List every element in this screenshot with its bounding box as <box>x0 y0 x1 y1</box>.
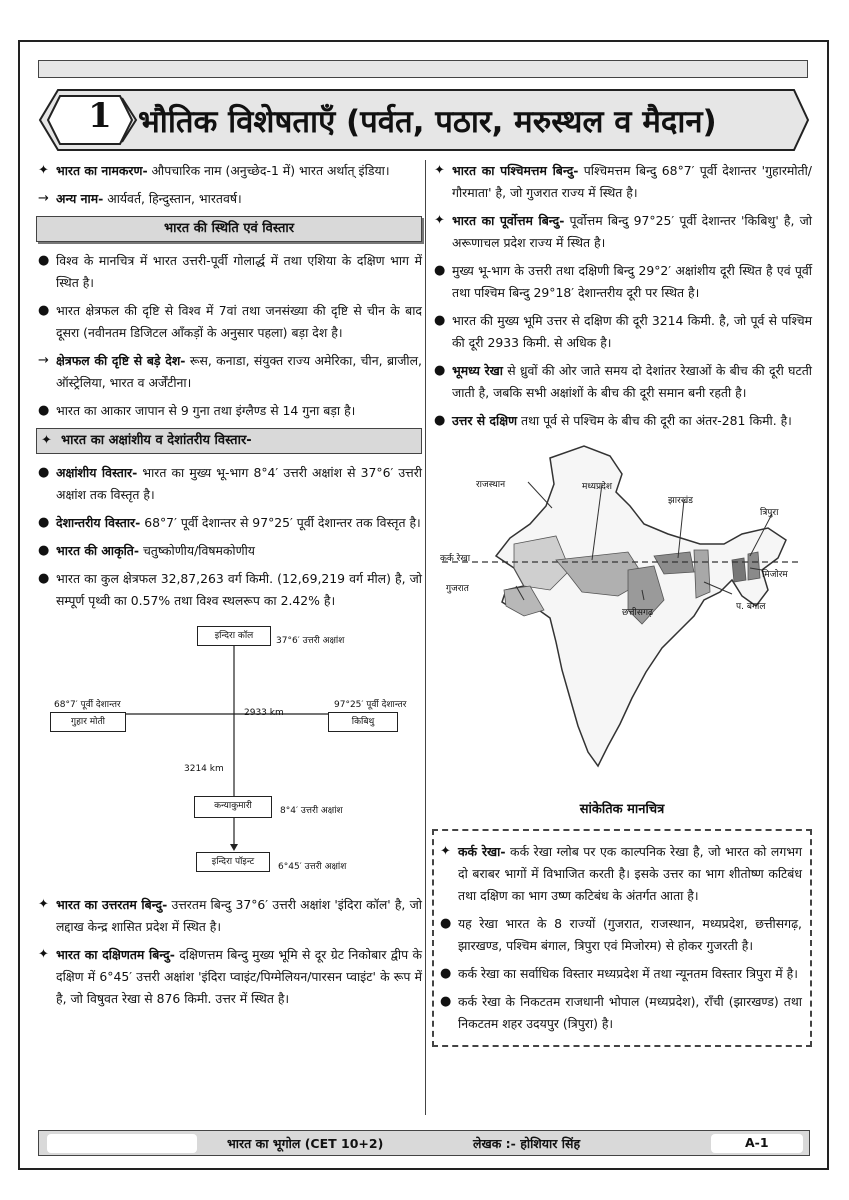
item-heading: देशान्तरीय विस्तार- <box>56 515 141 530</box>
item-body: पूर्वोत्तम बिन्दु 97°25′ पूर्वी देशान्तर 'किबिथु' है, जो अरूणाचल प्रदेश राज्य में स्थित है। <box>452 213 812 250</box>
item-body: से ध्रुवों की ओर जाते समय दो देशांतर रेखाओं के बीच की दूरी घटती जाती है, जबकि सभी अक्षांशों के बीच की दूरी समान बनी रहती है। <box>452 363 812 400</box>
south-point-label: 8°4′ उत्तरी अक्षांश <box>280 806 343 816</box>
list-item <box>438 841 802 907</box>
item-heading: भारत का पश्चिमत्तम बिन्दु- <box>452 163 579 178</box>
bullet-icon: ✦ <box>38 947 49 962</box>
section-heading-location: भारत की स्थिति एवं विस्तार <box>36 216 422 242</box>
list-item-text <box>56 350 422 394</box>
item-body: तथा पूर्व से पश्चिम के बीच की दूरी का अंतर-281 किमी. है। <box>517 413 792 428</box>
item-body: चतुष्कोणीय/विषमकोणीय <box>139 543 255 558</box>
item-body: रूस, कनाडा, संयुक्त राज्य अमेरिका, चीन, ब्राजील, ऑस्ट्रेलिया, भारत व अर्जेंटीना। <box>56 353 422 390</box>
map-label-gujarat: गुजरात <box>446 584 469 594</box>
item-body: पश्चिमत्तम बिन्दु 68°7′ पूर्वी देशान्तर 'गुहारमोती/गौरमाता' है, जो गुजरात राज्य में स्थित है। <box>452 163 812 200</box>
footer-author: लेखक :- होशियार सिंह <box>473 1136 581 1151</box>
bullet-icon: ✦ <box>434 213 445 228</box>
list-item-text <box>56 462 422 506</box>
item-body: दक्षिणत्तम बिन्दु मुख्य भूमि से दूर ग्रेट निकोबार द्वीप के दक्षिण में 6°45′ उत्तरी अक्षांश 'इंदिरा प्वाइंट/पिग्मेलियन/पारसन प्वाइंट' के रूप में है, जो विषुवत रेखा से 876 किमी. उत्तर में स्थित है। <box>56 947 422 1006</box>
list-item <box>36 350 422 394</box>
item-body: भारत का कुल क्षेत्रफल 32,87,263 वर्ग किमी. (12,69,219 वर्ग मील) है, जो सम्पूर्ण पृथ्वी का 0.57% तथा विश्व स्थलरूप का 2.42% है। <box>56 571 422 608</box>
list-item-text <box>458 991 802 1035</box>
list-item-text <box>56 944 422 1010</box>
item-body: मुख्य भू-भाग के उत्तरी तथा दक्षिणी बिन्दु 29°2′ अक्षांशीय दूरी स्थित है एवं पूर्वी तथा पश्चिम बिन्दु 29°18′ देशान्तरीय दूरी पर स्थित है। <box>452 263 812 300</box>
intro-list <box>36 160 422 210</box>
list-item <box>36 462 422 506</box>
bullet-icon: ● <box>38 571 50 586</box>
list-item <box>36 188 422 210</box>
tropic-list <box>438 841 802 1035</box>
bullet-icon: ✦ <box>38 163 49 178</box>
item-heading: उत्तर से दक्षिण <box>452 413 518 428</box>
right-column <box>432 160 812 1047</box>
chapter-title: भौतिक विशेषताएँ (पर्वत, पठार, मरुस्थल व मैदान) <box>138 104 717 140</box>
bullet-icon: ● <box>38 515 50 530</box>
bullet-icon: ● <box>434 363 446 378</box>
list-item <box>36 512 422 534</box>
item-heading: अक्षांशीय विस्तार- <box>56 465 138 480</box>
location-list <box>36 250 422 422</box>
extent-list <box>36 462 422 612</box>
item-heading: कर्क रेखा- <box>458 844 506 859</box>
map-label-chhattisgarh: छत्तीसगढ़ <box>622 608 654 618</box>
list-item-text <box>56 250 422 294</box>
item-heading: क्षेत्रफल की दृष्टि से बड़े देश- <box>56 353 186 368</box>
item-body: भारत का आकार जापान से 9 गुना तथा इंग्लैण्ड से 14 गुना बड़ा है। <box>56 403 356 418</box>
list-item <box>36 300 422 344</box>
extent-diagram <box>36 618 422 888</box>
bullet-icon: ✦ <box>440 844 451 859</box>
list-item <box>36 400 422 422</box>
bullet-icon: ● <box>440 966 452 981</box>
bullet-icon: ● <box>440 994 452 1009</box>
bullet-icon: ✦ <box>434 163 445 178</box>
item-body: उत्तरतम बिन्दु 37°6′ उत्तरी अक्षांश 'इंदिरा कॉल' है, जो लद्दाख केन्द्र शासित प्रदेश में स्थित है। <box>56 897 422 934</box>
bullet-icon: ● <box>434 313 446 328</box>
bullet-icon: ● <box>434 413 446 428</box>
list-item <box>36 894 422 938</box>
map-label-jharkhand: झारखंड <box>668 496 693 506</box>
length-distance-label: 3214 km <box>184 764 224 774</box>
map-label-tripura: त्रिपुरा <box>760 508 779 518</box>
item-heading: अन्य नाम- <box>56 191 104 206</box>
list-item <box>432 260 812 304</box>
bullet-icon: ● <box>38 465 50 480</box>
india-map <box>432 440 812 795</box>
list-item-text <box>56 512 422 534</box>
list-item-text <box>56 160 422 182</box>
east-point-box: किबिथु <box>328 712 398 732</box>
north-point-label: 37°6′ उत्तरी अक्षांश <box>276 636 345 646</box>
column-divider <box>425 160 426 1115</box>
list-item-text <box>56 188 422 210</box>
item-heading: भारत का उत्तरतम बिन्दु- <box>56 897 168 912</box>
bullet-icon: ● <box>38 303 50 318</box>
item-body: आर्यवर्त, हिन्दुस्तान, भारतवर्ष। <box>103 191 242 206</box>
item-body: यह रेखा भारत के 8 राज्यों (गुजरात, राजस्थान, मध्यप्रदेश, छत्तीसगढ़, झारखण्ड, पश्चिम बंगाल, त्रिपुरा एवं मिजोरम) से होकर गुजरती है। <box>458 916 802 953</box>
list-item <box>36 160 422 182</box>
map-label-rajasthan: राजस्थान <box>476 480 506 490</box>
left-column <box>36 160 422 1016</box>
item-heading: भूमध्य रेखा <box>452 363 504 378</box>
bullet-icon: ✦ <box>38 897 49 912</box>
chapter-title-banner <box>38 88 810 152</box>
chapter-number: 1 <box>88 96 112 136</box>
footer-book-title: भारत का भूगोल (CET 10+2) <box>227 1136 384 1151</box>
item-body: कर्क रेखा के निकटतम राजधानी भोपाल (मध्यप्रदेश), राँची (झारखण्ड) तथा निकटतम शहर उदयपुर (त्रिपुरा) है। <box>458 994 802 1031</box>
list-item-text <box>458 963 802 985</box>
list-item <box>36 568 422 612</box>
east-point-label: 97°25′ पूर्वी देशान्तर <box>334 700 407 710</box>
bullet-icon: ● <box>434 263 446 278</box>
list-item-text <box>452 260 812 304</box>
item-heading: भारत का पूर्वोत्तम बिन्दु- <box>452 213 565 228</box>
list-item <box>432 160 812 204</box>
list-item <box>432 310 812 354</box>
list-item-text <box>458 841 802 907</box>
diagram-lines <box>36 618 422 888</box>
list-item-text <box>56 568 422 612</box>
west-point-label: 68°7′ पूर्वी देशान्तर <box>54 700 121 710</box>
item-body: 68°7′ पूर्वी देशान्तर से 97°25′ पूर्वी देशान्तर तक विस्तृत है। <box>140 515 421 530</box>
bullet-icon: → <box>38 191 49 206</box>
list-item-text <box>56 300 422 344</box>
list-item-text <box>56 400 422 422</box>
list-item-text <box>458 913 802 957</box>
map-label-mizoram: मिजोरम <box>762 570 788 580</box>
list-item <box>36 250 422 294</box>
footer-blank-slot <box>47 1134 197 1153</box>
bullet-icon: ● <box>38 403 50 418</box>
list-item-text <box>56 540 422 562</box>
section-heading-extent <box>36 428 422 454</box>
item-heading: भारत का नामकरण- <box>56 163 148 178</box>
west-point-box: गुहार मोती <box>50 712 126 732</box>
list-item-text <box>452 410 812 432</box>
page-footer <box>38 1130 810 1156</box>
south-point-box: कन्याकुमारी <box>194 796 272 818</box>
item-body: कर्क रेखा का सर्वाधिक विस्तार मध्यप्रदेश में तथा न्यूनतम विस्तार त्रिपुरा में है। <box>458 966 798 981</box>
list-item <box>438 963 802 985</box>
item-heading: भारत की आकृति- <box>56 543 139 558</box>
map-label-tropic-of-cancer: कर्क रेखा <box>440 554 471 564</box>
footer-page-number: A-1 <box>745 1135 769 1150</box>
map-label-madhya-pradesh: मध्यप्रदेश <box>582 482 613 492</box>
item-body: औपचारिक नाम (अनुच्छेद-1 में) भारत अर्थात् इंडिया। <box>147 163 390 178</box>
item-body: भारत क्षेत्रफल की दृष्टि से विश्व में 7वां तथा जनसंख्या की दृष्टि से चीन के बाद दूसरा (नवीनतम डिजिटल आँकड़ों के अनुसार पहला) बड़ा देश है। <box>56 303 422 340</box>
map-label-west-bengal: प. बंगाल <box>736 602 766 612</box>
bullet-icon: ● <box>38 253 50 268</box>
tropic-of-cancer-box <box>432 829 812 1047</box>
heading-text: भारत का अक्षांशीय व देशांतरीय विस्तार- <box>60 433 252 448</box>
bullet-icon: ● <box>38 543 50 558</box>
list-item <box>432 410 812 432</box>
item-body: विश्व के मानचित्र में भारत उत्तरी-पूर्वी गोलार्द्ध में तथा एशिया के दक्षिण भाग में स्थित है। <box>56 253 422 290</box>
list-item <box>438 991 802 1035</box>
list-item <box>36 540 422 562</box>
item-heading: भारत का दक्षिणतम बिन्दु- <box>56 947 175 962</box>
southern-tip-box: इन्दिरा पॉइन्ट <box>196 852 270 872</box>
bullet-icon: ● <box>440 916 452 931</box>
list-item-text <box>56 894 422 938</box>
list-item-text <box>452 360 812 404</box>
list-item <box>438 913 802 957</box>
bullet-icon: → <box>38 353 49 368</box>
southern-tip-label: 6°45′ उत्तरी अक्षांश <box>278 862 347 872</box>
extreme-points-list <box>36 894 422 1010</box>
list-item-text <box>452 160 812 204</box>
header-bar <box>38 60 808 78</box>
list-item <box>432 210 812 254</box>
north-point-box: इन्दिरा कॉल <box>197 626 271 646</box>
list-item-text <box>452 310 812 354</box>
item-body: भारत की मुख्य भूमि उत्तर से दक्षिण की दूरी 3214 किमी. है, जो पूर्व से पश्चिम की दूरी 2933 किमी. से अधिक है। <box>452 313 812 350</box>
heading-bullet: ✦ <box>41 433 52 448</box>
item-body: भारत का मुख्य भू-भाग 8°4′ उत्तरी अक्षांश से 37°6′ उत्तरी अक्षांश तक विस्तृत है। <box>56 465 422 502</box>
distance-list <box>432 160 812 432</box>
list-item <box>432 360 812 404</box>
map-caption: सांकेतिक मानचित्र <box>579 802 665 817</box>
item-body: कर्क रेखा ग्लोब पर एक काल्पनिक रेखा है, जो भारत को लगभग दो बराबर भागों में विभाजित करती है। इसके उत्तर का भाग शीतोष्ण कटिबंध तथा दक्षिण का भाग उष्ण कटिबंध के अंतर्गत आता है। <box>458 844 802 903</box>
width-distance-label: 2933 km <box>244 708 284 718</box>
list-item-text <box>452 210 812 254</box>
list-item <box>36 944 422 1010</box>
